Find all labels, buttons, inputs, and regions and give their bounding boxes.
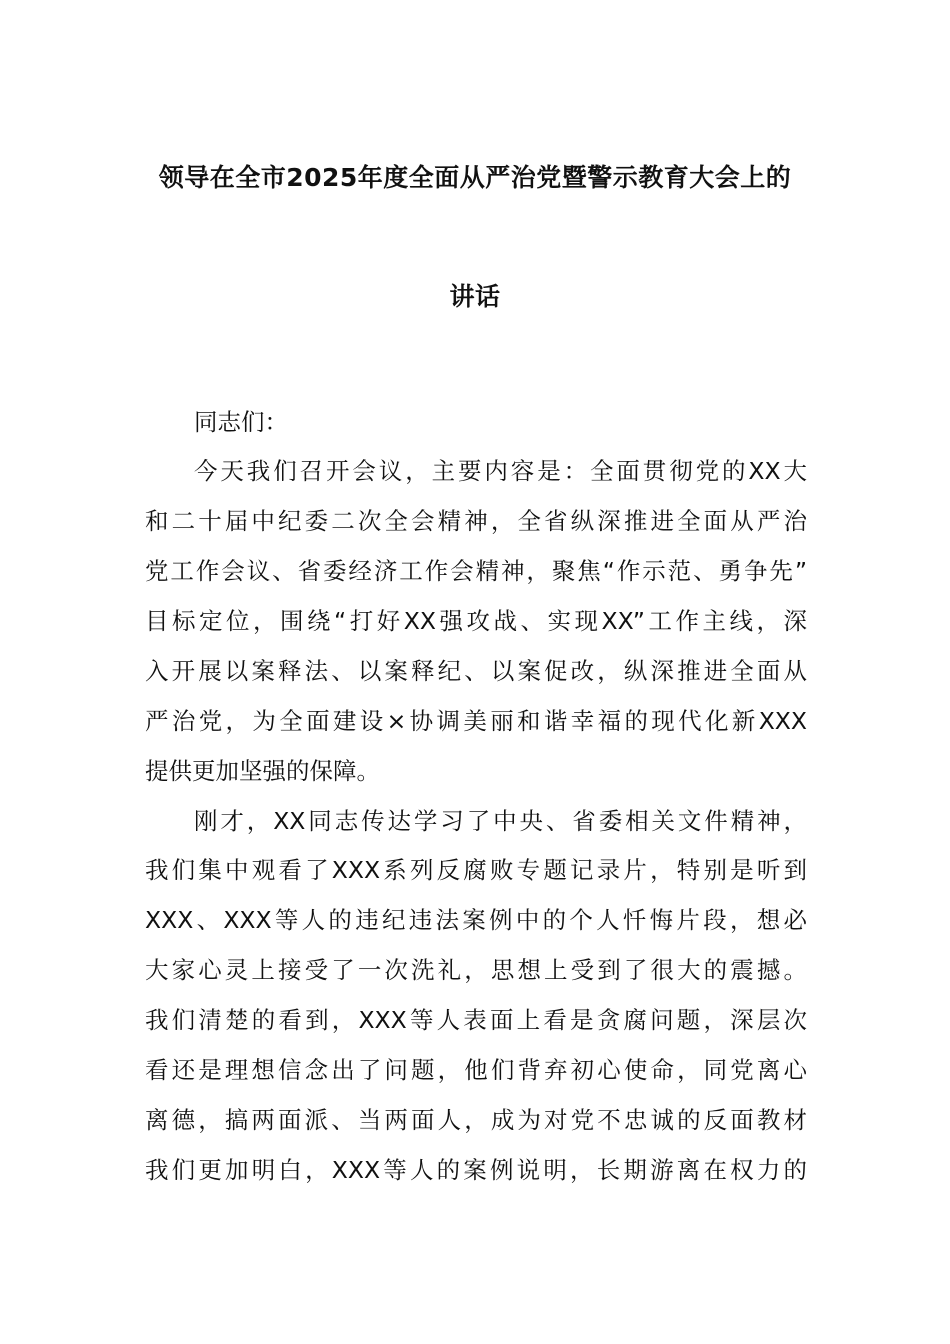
document-title-line-1: 领导在全市2025年度全面从严治党暨警示教育大会上的 (158, 163, 792, 192)
paragraph-1-line-2: 和二十届中纪委二次全会精神，全省纵深推进全面从严治 (145, 507, 807, 535)
paragraph-1-line-1: 今天我们召开会议，主要内容是：全面贯彻党的XX大 (194, 457, 807, 485)
document-title-line-2: 讲话 (449, 282, 501, 311)
paragraph-2-line-1: 刚才，XX同志传达学习了中央、省委相关文件精神， (194, 807, 807, 835)
salutation: 同志们： (194, 408, 288, 436)
paragraph-1-line-3: 党工作会议、省委经济工作会精神，聚焦“作示范、勇争先” (145, 557, 807, 585)
paragraph-2-line-7: 离德，搞两面派、当两面人，成为对党不忠诚的反面教材 (145, 1106, 807, 1134)
paragraph-1-line-7: 提供更加坚强的保障。 (145, 757, 380, 785)
paragraph-1-line-6: 严治党，为全面建设×协调美丽和谐幸福的现代化新XXX (145, 707, 807, 735)
paragraph-2-line-8: 我们更加明白，XXX等人的案例说明，长期游离在权力的 (145, 1156, 807, 1184)
paragraph-2-line-4: 大家心灵上接受了一次洗礼，思想上受到了很大的震撼。 (145, 956, 807, 984)
paragraph-2-line-5: 我们清楚的看到，XXX等人表面上看是贪腐问题，深层次 (145, 1006, 807, 1034)
paragraph-2-line-3: XXX、XXX等人的违纪违法案例中的个人忏悔片段，想必 (145, 906, 807, 934)
paragraph-2-line-6: 看还是理想信念出了问题，他们背弃初心使命，同党离心 (145, 1056, 807, 1084)
paragraph-2-line-2: 我们集中观看了XXX系列反腐败专题记录片，特别是听到 (145, 856, 807, 884)
paragraph-1-line-4: 目标定位，围绕“打好XX强攻战、实现XX”工作主线，深 (145, 607, 807, 635)
paragraph-1-line-5: 入开展以案释法、以案释纪、以案促改，纵深推进全面从 (145, 657, 807, 685)
